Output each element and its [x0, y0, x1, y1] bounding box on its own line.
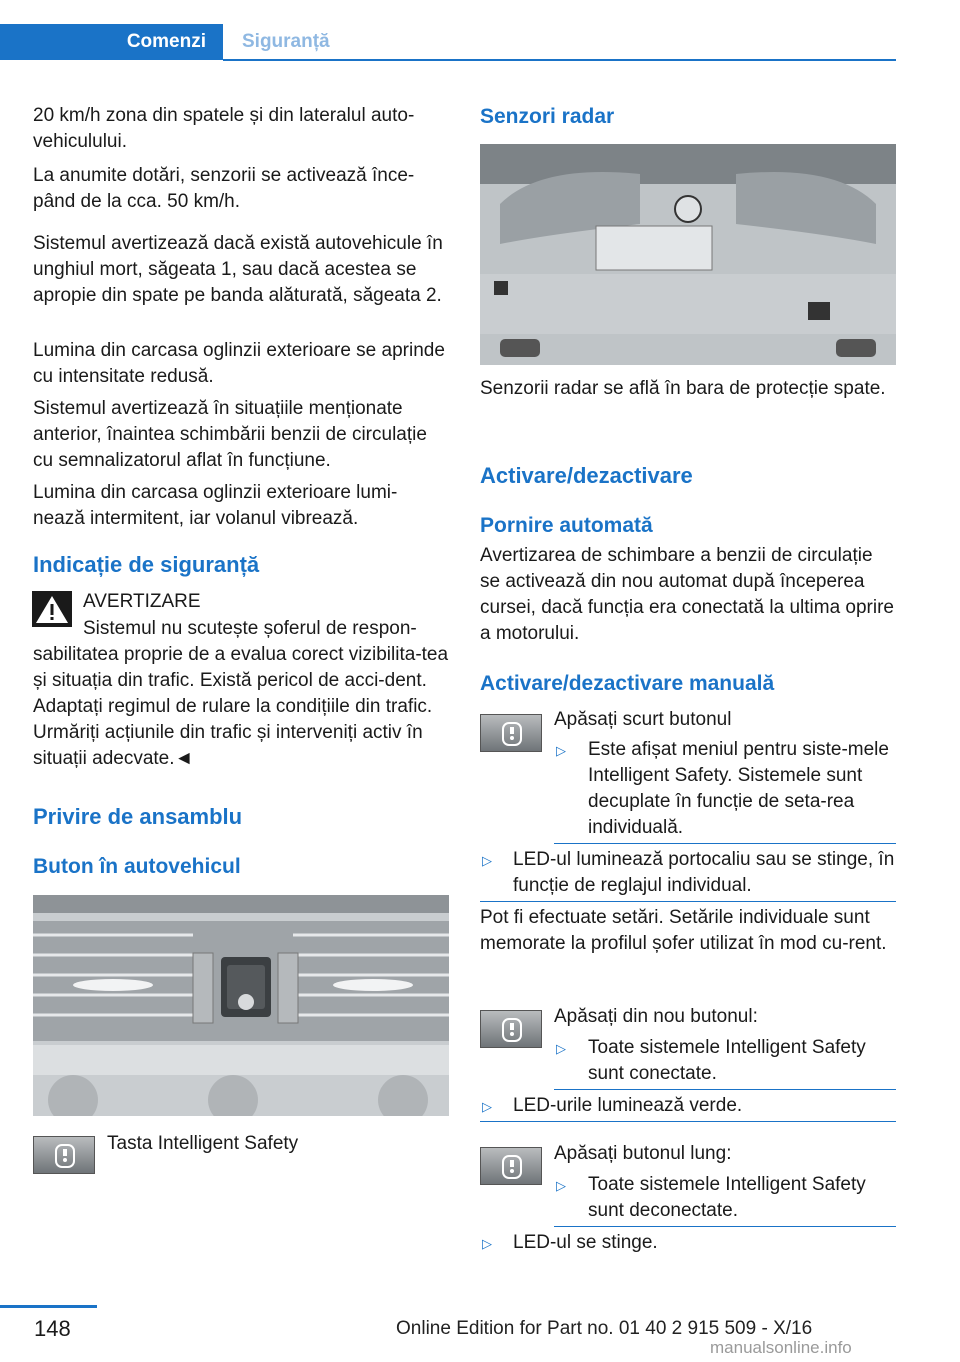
paragraph-mirror-light: Lumina din carcasa oglinzii exterioare se aprinde cu intensitate redusă. [33, 340, 445, 387]
paragraph-zone: 20 km/h zona din spatele și din lateralul auto-vehiculului. [33, 105, 415, 152]
step3-led: LED-ul se stinge. [513, 1232, 658, 1253]
watermark: manualsonline.info [710, 1338, 852, 1357]
step3-button-icon [480, 1147, 542, 1185]
page-number-rule [0, 1305, 97, 1308]
divider [554, 1089, 896, 1090]
warning-title: AVERTIZARE [83, 591, 201, 612]
step1-button-icon [480, 714, 542, 752]
warning-text: Sistemul nu scutește șoferul de respon-sabilitatea proprie de a evalua corect vizibilita-tea și situația din trafic. Există pericol de acci-dent. Adaptați regimul de rulare la condițiile din trafic. Urmăriți acțiunile din trafic și interveniți activ în situații adecvate.◄ [33, 618, 449, 769]
step2-item: Toate sistemele Intelligent Safety sunt conectate. [588, 1037, 866, 1084]
bullet-triangle-icon: ▷ [556, 743, 566, 758]
tab-siguranta[interactable]: Siguranță [242, 31, 330, 52]
step1-item: Este afișat meniul pentru siste-mele Intelligent Safety. Sistemele sunt decuplate în funcție de seta-rea individuală. [588, 739, 889, 838]
bullet-triangle-icon: ▷ [482, 1099, 492, 1114]
header-divider [223, 59, 896, 61]
intelligent-safety-button-icon [33, 1136, 95, 1174]
dashboard-button-image [33, 895, 449, 1116]
step2-label: Apăsați din nou butonul: [554, 1006, 758, 1027]
divider [554, 843, 896, 844]
heading-radar: Senzori radar [480, 105, 615, 128]
page-number: 148 [34, 1316, 71, 1341]
step3-item: Toate sistemele Intelligent Safety sunt deconectate. [588, 1174, 866, 1221]
header-bar [0, 0, 960, 64]
edition-text: Online Edition for Part no. 01 40 2 915 509 - X/16 [396, 1318, 813, 1339]
tab-comenzi[interactable]: Comenzi [0, 24, 223, 60]
step3-label: Apăsați butonul lung: [554, 1143, 732, 1164]
divider [554, 1226, 896, 1227]
heading-overview: Privire de ansamblu [33, 804, 243, 829]
bullet-triangle-icon: ▷ [482, 1236, 492, 1251]
settings-text: Pot fi efectuate setări. Setările individuale sunt memorate la profilul șofer utilizat în mod cu-rent. [480, 907, 887, 954]
paragraph-activation-speed: La anumite dotări, senzorii se activează înce-pând de la cca. 50 km/h. [33, 165, 415, 212]
paragraph-lane-change: Sistemul avertizează în situațiile menționate anterior, înaintea schimbării benzii de circulație cu semnalizatorul aflat în funcțiune. [33, 398, 427, 471]
bullet-triangle-icon: ▷ [556, 1041, 566, 1056]
bullet-triangle-icon: ▷ [482, 853, 492, 868]
bullet-triangle-icon: ▷ [556, 1178, 566, 1193]
auto-start-text: Avertizarea de schimbare a benzii de circulație se activează din nou automat după începerea cursei, dacă funcția era conectată la ultima oprire a motorului. [480, 545, 894, 644]
heading-button-in-vehicle: Buton în autovehicul [33, 855, 241, 878]
divider [480, 1121, 896, 1122]
heading-safety: Indicație de siguranță [33, 552, 260, 577]
paragraph-flashing: Lumina din carcasa oglinzii exterioare lumi-nează intermitent, iar volanul vibrează. [33, 482, 398, 529]
step1-label: Apăsați scurt butonul [554, 709, 732, 730]
divider [480, 901, 896, 902]
heading-activation: Activare/dezactivare [480, 463, 693, 488]
rear-bumper-radar-image [480, 144, 896, 365]
step1-led: LED-ul luminează portocaliu sau se stinge, în funcție de reglajul individual. [513, 849, 895, 896]
radar-text: Senzorii radar se află în bara de protecție spate. [480, 378, 886, 399]
heading-auto-start: Pornire automată [480, 514, 653, 537]
button-caption: Tasta Intelligent Safety [107, 1133, 299, 1154]
step2-led: LED-urile luminează verde. [513, 1095, 743, 1116]
step2-button-icon [480, 1010, 542, 1048]
heading-manual: Activare/dezactivare manuală [480, 672, 775, 695]
paragraph-blind-spot: Sistemul avertizează dacă există autovehicule în unghiul mort, săgeata 1, sau dacă acestea se apropie din spate pe banda alăturată, săgeata 2. [33, 233, 443, 306]
